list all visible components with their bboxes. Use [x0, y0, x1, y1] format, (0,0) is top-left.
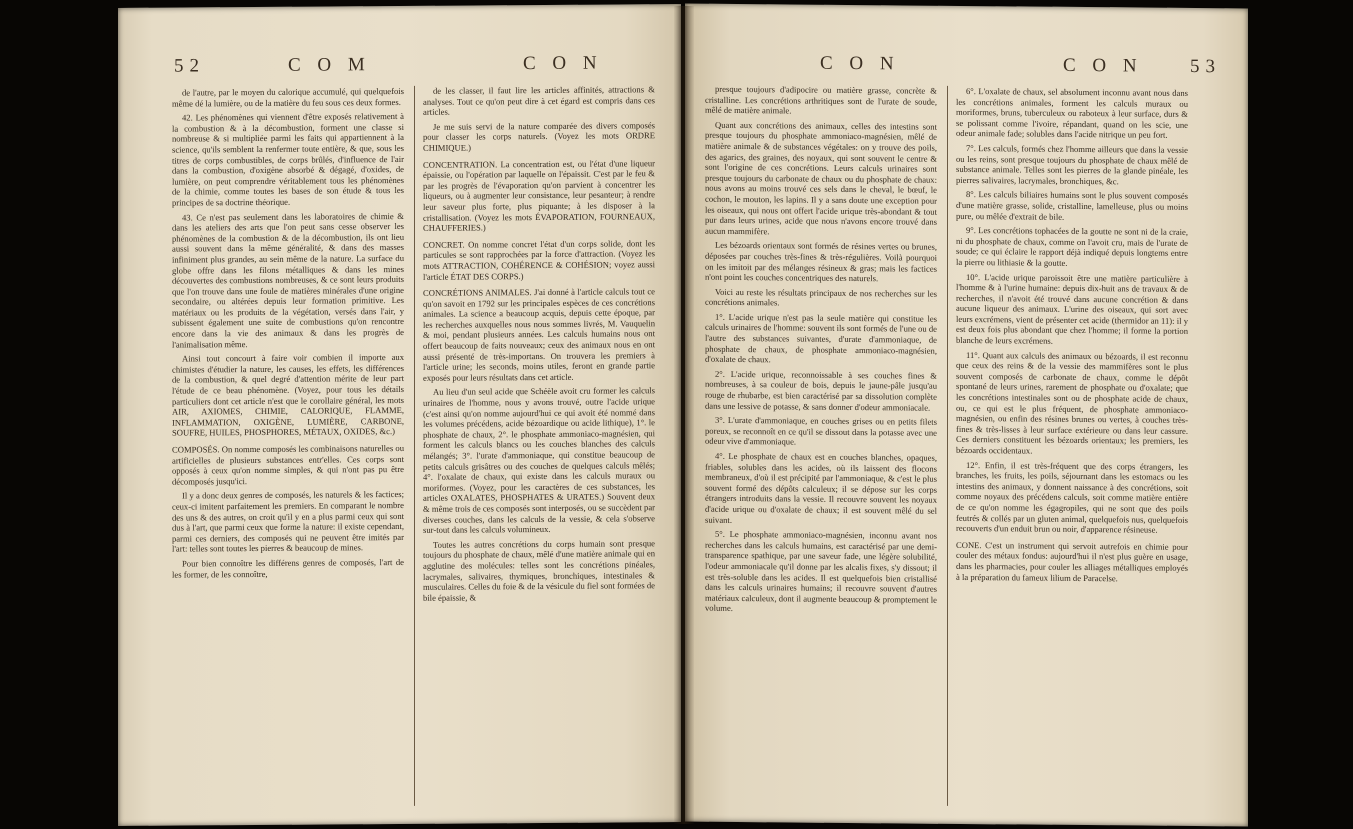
- paragraph: 43. Ce n'est pas seulement dans les laboratoires de chimie & dans les ateliers des arts que l'on peut sans cesse observer les phénomènes de la combustion & de la décombustion, ils ont lieu aussi souvent dans la même généralité, & dans des masses infiniment plus grandes, au sein même de la nature. La surface du globe offre dans les filons métalliques & dans les mines découvertes des combustions nombreuses, & ce sont leurs produits que l'on trouve dans une foule de matières minérales d'une origine secondaire, ou altérées depuis leur formation primitive. Les matériaux ou les produits de la végétation, versés dans l'air, y subissent également une suite de combustions qu'on rencontre encore dans la vie des animaux & dans les progrès de l'animalisation même.: [172, 210, 404, 350]
- paragraph: Voici au reste les résultats principaux de nos recherches sur les concrétions animales.: [705, 286, 937, 308]
- left-page-column-1: [172, 86, 404, 818]
- paragraph: 11°. Quant aux calculs des animaux ou bézoards, il est reconnu que ceux des reins & de la vessie des mammifères sont le plus souvent composés de carbonate de chaux, comme le dépôt spontané de leurs urines, rarement de phosphate ou d'oxalate; que les concrétions intestinales sont ou de phosphate acide de chaux, ou, ce qui est le plus fréquent, de phosphate ammoniaco-magnésien, ou enfin des résines brunes ou vertes, à couches très-fines & très-lisses à leur surface extérieure ou dans leur cassure. Ces derniers constituent les bézoards orientaux; les premiers, les bézoards occidentaux.: [956, 349, 1188, 456]
- paragraph: 1°. L'acide urique n'est pas la seule matière qui constitue les calculs urinaires de l'homme: souvent ils sont formés de l'une ou de l'autre des substances suivantes, d'urate d'ammoniaque, de phosphate de chaux, de phosphate ammoniaco-magnésien, d'oxalate de chaux.: [705, 311, 937, 365]
- right-page: [685, 4, 1248, 827]
- paragraph: Quant aux concrétions des animaux, celles des intestins sont presque toujours du phosphate ammoniaco-magnésien, mêlé de matière animale & de substances végétales: on y trouve des poils, des agarics, des graines, des noyaux, qui sont souvent le centre & sont l'origine de ces concrétions. Leurs calculs urinaires sont presque toujours du carbonate de chaux ou du phosphate de chaux: nous avons au moins trouvé ces sels dans le cheval, le bœuf, le cochon, le mouton, les lapins. Il y a sans doute une exception pour les oiseaux, qui nous ont offert l'acide urique très-abondant & tout pur dans leurs urines, acide que nous n'avons encore trouvé dans aucun mammifère.: [705, 119, 937, 236]
- running-head-left-2: C O N: [523, 52, 603, 75]
- paragraph: Toutes les autres concrétions du corps humain sont presque toujours du phosphate de chaux, mêlé d'une matière animale qui en agglutine des molécules: telles sont les concrétions pinéales, lacrymales, salivaires, thymiques, bronchiques, intestinales & musculaires. Celles du foie & de la vésicule du fiel sont formées de bile épaissie, &: [423, 537, 655, 603]
- paragraph: de l'autre, par le moyen du calorique accumulé, qui quelquefois même dé la lumière, ou de la matière du feu sous ces deux formes.: [172, 85, 404, 109]
- paragraph: 6°. L'oxalate de chaux, sel absolument inconnu avant nous dans les concrétions animales, forment les calculs muraux ou moriformes, bruns, tuberculeux ou raboteux à leur surface, durs & se polissant comme l'ivoire, répandant, quand on les scie, une odeur animale fade; solubles dans l'acide nitrique un peu fort.: [956, 85, 1188, 141]
- entry-concretions-animales: CONCRÉTIONS ANIMALES. J'ai donné à l'article calculs tout ce qu'on savoit en 1792 sur les principales espèces de ces concrétions animales. La science a beaucoup acquis, depuis cette époque, par les recherches auxquelles nous nous sommes livrés, M. Vauquelin & moi, pendant plusieurs années. Les calculs humains nous ont offert beaucoup de faits nouveaux; ceux des animaux nous en ont aussi présenté de très-importans. On trouvera les premiers à l'article urine; les seconds, moins utiles, feront en grande partie exposés pour leurs résultats dans cet article.: [423, 286, 655, 383]
- running-head-right-1: C O N: [820, 52, 900, 75]
- paragraph: 4°. Le phosphate de chaux est en couches blanches, opaques, friables, solubles dans les acides, où ils laissent des flocons membraneux, d'où il est précipité par l'ammoniaque, & c'est le plus souvent formé des dépôts calculeux; il se dépose sur les corps étrangers introduits dans la vessie. Il recouvre souvent les noyaux d'acide urique ou d'oxalate de chaux; il est souvent mêlé du sel suivant.: [705, 450, 937, 525]
- paragraph: 3°. L'urate d'ammoniaque, en couches grises ou en petits filets poreux, se reconnoît en ce qu'il se dissout dans la potasse avec une odeur vive d'ammoniaque.: [705, 415, 937, 447]
- right-page-column-1: [705, 84, 937, 816]
- paragraph: 2°. L'acide urique, reconnoissable à ses couches fines & nombreuses, à sa couleur de bois, depuis le jaune-pâle jusqu'au rouge de rhubarbe, est bien caractérisé par sa dissolution complète dans une lessive de potasse, & sans donner d'odeur ammoniacale.: [705, 368, 937, 413]
- entry-composes: COMPOSÉS. On nomme composés les combinaisons naturelles ou artificielles de plusieurs substances entr'elles. Ces corps sont opposés à ceux qu'on nomme simples, & qui n'ont pas pu être décomposés jusqu'ici.: [172, 442, 404, 487]
- running-head-right-2: C O N: [1063, 54, 1143, 77]
- book-gutter: [674, 6, 694, 824]
- paragraph: Pour bien connoître les différens genres de composés, l'art de les former, de les connoître,: [172, 556, 404, 580]
- paragraph: 12°. Enfin, il est très-fréquent que des corps étrangers, les branches, les fruits, les poils, séjournant dans les estomacs ou les intestins des animaux, y donnent naissance à des concrétions, soit comme noyaux des précédens calculs, soit comme matière entière de ce qu'on nomme les égagropiles, qui ne sont que des poils feutrés & collés par un gluten animal, quelquefois nus, quelquefois recouverts d'un enduit brun ou noir, d'apparence résineuse.: [956, 459, 1188, 535]
- left-page-column-2: [423, 84, 655, 816]
- paragraph: 9°. Les concrétions tophacées de la goutte ne sont ni de la craie, ni du phosphate de chaux, comme on l'avoit cru, mais de l'urate de soude; ce qui éclaire le rapport déjà indiqué depuis longtems entre la pierre ou lithiasie & la goutte.: [956, 225, 1188, 268]
- paragraph: 5°. Le phosphate ammoniaco-magnésien, inconnu avant nos recherches dans les calculs humains, est caractérisé par une demi-transparence spathique, par une saveur fade, une légère solubilité, l'odeur ammoniacale qu'il donne par les alcalis fixes, s'y dissout; il est très-soluble dans les acides. Il est quelquefois bien cristallisé dans les calculs urinaires humains; il recouvre souvent d'autres matériaux calculeux, dont il augmente beaucoup & promptement le volume.: [705, 528, 937, 614]
- left-page: [118, 4, 681, 826]
- paragraph: Les bézoards orientaux sont formés de résines vertes ou brunes, déposées par couches très-fines & très-régulières. Voilà pourquoi on les imitoit par des mélanges résineux & gras; mais les factices n'ont point les couches concentriques des naturels.: [705, 240, 937, 284]
- right-page-column-2: [956, 86, 1188, 818]
- entry-cone: CONE. C'est un instrument qui servoit autrefois en chimie pour couler des métaux fondus: aujourd'hui il n'est plus guère en usage, dans les pharmacies, pour couler les alliages métalliques employés à la préparation du fameux lilium de Paracelse.: [956, 539, 1188, 583]
- paragraph: 42. Les phénomènes qui viennent d'être exposés relativement à la combustion & à la décombustion, forment une classe si nombreuse & si multipliée parmi les faits qui appartiennent à la science, qu'ils semblent la renfermer toute entière, & que, sous les titres de corps combustibles, de corps brûlés, d'influence de l'air dans la combustion, d'oxigène absorbé & dégagé, d'oxides, de lumière, on peut comprendre véritablement tous les phénomènes de la chimie, comme toutes les bases de son étude & tous les principes de sa doctrine théorique.: [172, 111, 404, 208]
- column-rule: [947, 86, 948, 806]
- paragraph: presque toujours d'adipocire ou matière grasse, concrète & cristalline. Les concrétions arthritiques sont de l'urate de soude, mêlé de matière animale.: [705, 83, 937, 116]
- column-rule: [414, 86, 415, 806]
- paragraph: de les classer, il faut lire les articles affinités, attractions & analyses. Tout ce qu'on peut dire à cet égard est compris dans ces articles.: [423, 84, 655, 118]
- paragraph: 8°. Les calculs biliaires humains sont le plus souvent composés d'une matière grasse, solide, cristalline, lamelleuse, plus ou moins pure, ou mêlée d'extrait de bile.: [956, 189, 1188, 222]
- entry-concret: CONCRET. On nomme concret l'état d'un corps solide, dont les particules se sont rapprochées par la force d'attraction. (Voyez les mots ATTRACTION, COHÉRENCE & COHÉSION; voyez aussi l'article ÉTAT DES CORPS.): [423, 237, 655, 282]
- paragraph: Il y a donc deux genres de composés, les naturels & les factices; ceux-ci imitent parfaitement les premiers. En comparant le nombre des uns & des autres, on croit qu'il y en a plus parmi ceux qui sont dus à l'art, que parmi ceux que forme la nature: il existe cependant, parmi ces derniers, des composés qui ne peuvent être imités par l'art: telles sont toutes les pierres & beaucoup de mines.: [172, 489, 404, 554]
- paragraph: Au lieu d'un seul acide que Schéèle avoit cru former les calculs urinaires de l'homme, nous y avons trouvé, outre l'acide urique (c'est ainsi qu'on nomme aujourd'hui ce qui avoit été nommé dans les volumes précédens, acide bézoardique ou acide lithique), 1°. le phosphate de chaux, 2°. le phosphate ammoniaco-magnésien, qui forment les calculs blancs ou les couches blanches des calculs mélangés; 3°. l'urate d'ammoniaque, qui constitue beaucoup de petits calculs grisâtres ou des couches de quelques calculs mêlés; 4°. l'oxalate de chaux, qui existe dans les calculs muraux ou moriformes. (Voyez, pour les caractères de ces substances, les articles OXALATES, PHOSPHATES & URATES.) Souvent deux & même trois de ces composés sont interposés, ou se succèdent par diverses couches, dans les calculs de la vessie, & cela s'observe sur-tout dans les calculs volumineux.: [423, 385, 655, 535]
- paragraph: 7°. Les calculs, formés chez l'homme ailleurs que dans la vessie ou les reins, sont presque toujours du phosphate de chaux mêlé de substance animale. Telles sont les pierres de la glande pinéale, les pierres salivaires, lacrymales, bronchiques, &c.: [956, 142, 1188, 187]
- paragraph: Ainsi tout concourt à faire voir combien il importe aux chimistes d'étudier la nature, les causes, les effets, les différences de la combustion, & quel degré d'attention mérite de leur part l'étude de ce beau phénomène. (Voyez, pour tous les détails particuliers dont cet article n'est que le corollaire général, les mots AIR, AXIOMES, CHIMIE, CALORIQUE, FLAMME, INFLAMMATION, OXIGÈNE, LUMIÈRE, CARBONE, SOUFRE, HUILES, PHOSPHORES, MÉTAUX, OXIDES, &c.): [172, 352, 404, 438]
- paragraph: Je me suis servi de la nature comparée des divers composés pour classer les corps naturels. (Voyez les mots ORDRE CHIMIQUE.): [423, 119, 655, 153]
- entry-concentration: CONCENTRATION. La concentration est, ou l'état d'une liqueur épaissie, ou l'opération par laquelle on l'épaissit. C'est par le feu & par les progrès de l'évaporation qu'on parvient à concentrer les liqueurs, ou à augmenter leur consistance, leur pesanteur; à rendre leur saveur plus forte, plus piquante; à les disposer à la cristallisation. (Voyez les mots ÉVAPORATION, FOURNEAUX, CHAUFFERIES.): [423, 157, 655, 233]
- page-number-left: 52: [174, 55, 205, 77]
- running-head-left-1: C O M: [288, 54, 371, 76]
- open-book: [118, 6, 1248, 824]
- paragraph: 10°. L'acide urique paroissoit être une matière particulière à l'homme & à l'urine humaine: depuis dix-huit ans de travaux & de recherches, il n'avoit été trouvé dans aucune concrétion & dans aucune liqueur des animaux. L'urine des oiseaux, qui sort avec leurs excrémens, vient de présenter cet acide (thermidor an 11): il y est deux fois plus abondant que chez l'homme; il forme la portion blanche de leurs excrémens.: [956, 271, 1188, 346]
- page-number-right: 53: [1190, 55, 1221, 78]
